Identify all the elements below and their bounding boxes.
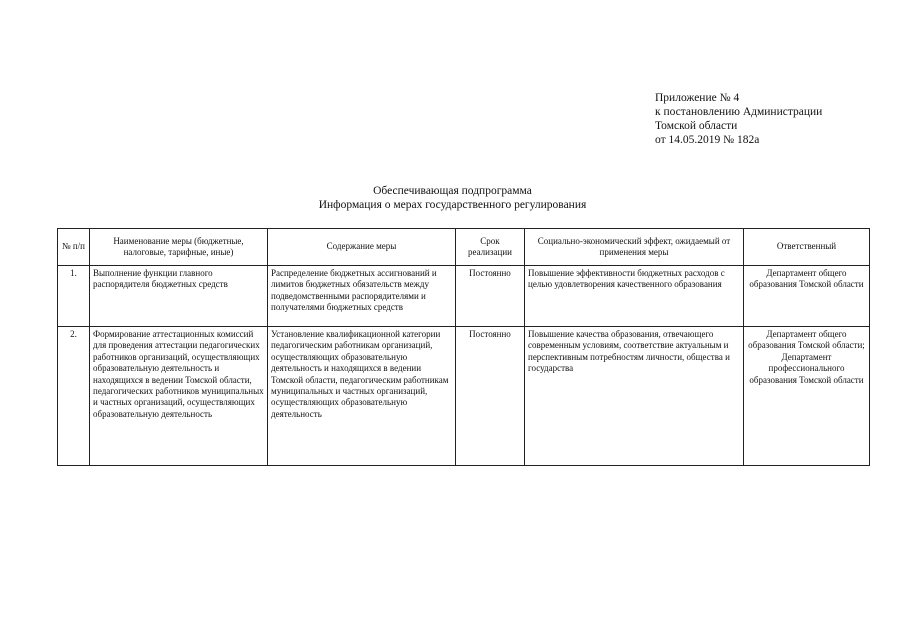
title-line-2: Информация о мерах государственного регулирования [318, 199, 587, 211]
title-line-1: Обеспечивающая подпрограмма [373, 185, 532, 197]
cell-responsible: Департамент общего образования Томской области [744, 266, 870, 327]
table-row [58, 327, 870, 466]
measures-table [57, 228, 870, 466]
header-num: № п/п [58, 229, 90, 266]
appendix-block [655, 91, 822, 147]
cell-name: Выполнение функции главного распорядителя бюджетных средств [90, 266, 268, 327]
header-responsible: Ответственный [744, 229, 870, 266]
appendix-line-1: Приложение № 4 [655, 92, 740, 104]
table-row [58, 266, 870, 327]
cell-term: Постоянно [456, 327, 525, 466]
header-effect: Социально-экономический эффект, ожидаемый от применения меры [525, 229, 744, 266]
appendix-line-2: к постановлению Администрации [655, 106, 823, 118]
cell-name: Формирование аттестационных комиссий для проведения аттестации педагогических работников организаций, осуществляющих образовательную деятельность и находящихся в ведении Томской области, педагогических работников муниципальных и частных организаций, осуществляющих образовательную деятельность [90, 327, 268, 466]
cell-term: Постоянно [456, 266, 525, 327]
header-content: Содержание меры [268, 229, 456, 266]
header-term: Срок реализации [456, 229, 525, 266]
cell-responsible: Департамент общего образования Томской области; Департамент профессионального образования Томской области [744, 327, 870, 466]
cell-num: 2. [58, 327, 90, 466]
document-title [0, 184, 905, 212]
table-header-row [58, 229, 870, 266]
cell-content: Установление квалификационной категории педагогическим работникам организаций, осуществляющих образовательную деятельность и находящихся в ведении Томской области, педагогическим работникам муниципальных и частных организаций, осуществляющих образовательную деятельность [268, 327, 456, 466]
cell-effect: Повышение качества образования, отвечающего современным условиям, соответствие актуальным и перспективным потребностям личности, общества и государства [525, 327, 744, 466]
cell-effect: Повышение эффективности бюджетных расходов с целью удовлетворения качественного образования [525, 266, 744, 327]
appendix-line-3: Томской области [655, 120, 738, 132]
header-name: Наименование меры (бюджетные, налоговые, тарифные, иные) [90, 229, 268, 266]
cell-num: 1. [58, 266, 90, 327]
appendix-line-4: от 14.05.2019 № 182а [655, 134, 760, 146]
cell-content: Распределение бюджетных ассигнований и лимитов бюджетных обязательств между подведомственными распорядителями и получателями бюджетных средств [268, 266, 456, 327]
